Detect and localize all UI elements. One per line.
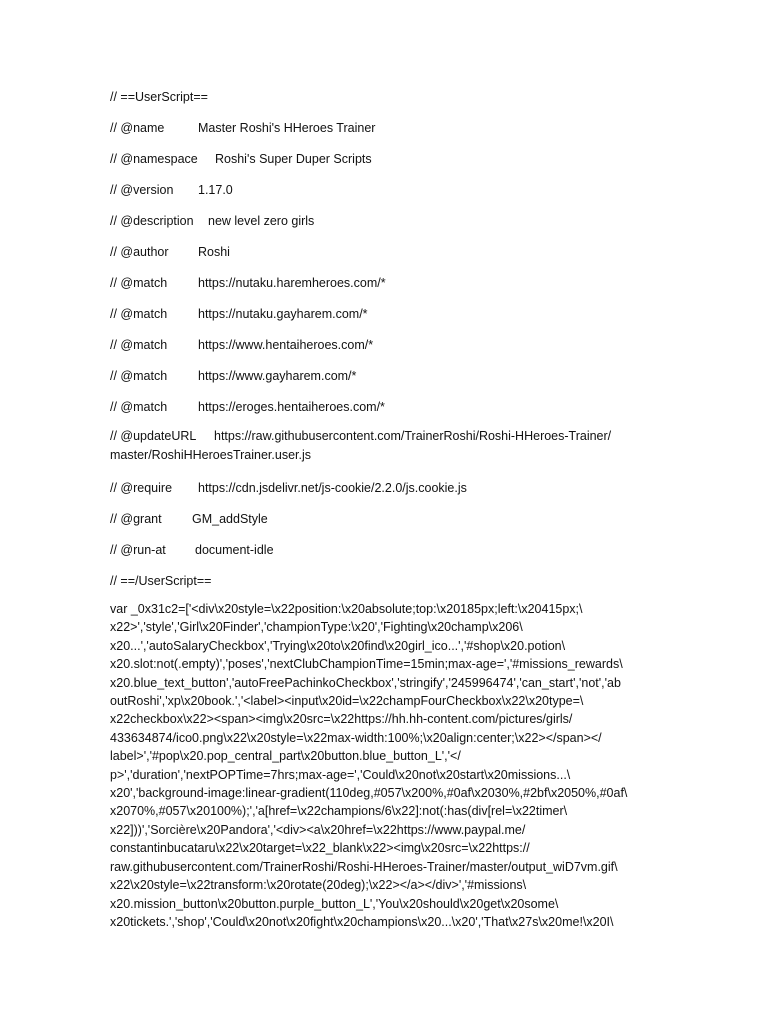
metadata-line-match (110, 368, 357, 384)
meta-value: https://www.gayharem.com/* (198, 369, 357, 383)
code-line: outRoshi','xp\x20book.','<label><input\x20id=\x22champFourCheckbox\x22\x20type=\ (110, 694, 584, 709)
code-line: raw.githubusercontent.com/TrainerRoshi/Roshi-HHeroes-Trainer/master/output_wiD7vm.gif\ (110, 859, 618, 874)
meta-value: https://www.hentaiheroes.com/* (198, 338, 374, 352)
meta-value: GM_addStyle (192, 512, 268, 526)
code-line: x20...','autoSalaryCheckbox','Trying\x20to\x20find\x20girl_ico...','#shop\x20.potion\ (110, 638, 566, 653)
obfuscated-code-block (110, 600, 670, 931)
header-close-text: // ==/UserScript== (110, 574, 212, 588)
meta-value: https://nutaku.gayharem.com/* (198, 307, 368, 321)
code-line: x20.blue_text_button','autoFreePachinkoCheckbox','stringify','245996474','can_start','not','ab (110, 675, 621, 690)
meta-value: https://nutaku.haremheroes.com/* (198, 276, 386, 290)
meta-key: // @match (110, 276, 168, 290)
meta-key: // @grant (110, 512, 162, 526)
header-open-text: // ==UserScript== (110, 90, 208, 104)
meta-key: // @match (110, 307, 168, 321)
meta-value: document-idle (195, 543, 274, 557)
code-line: var _0x31c2=['<div\x20style=\x22position:\x20absolute;top:\x20185px;left:\x20415px;\ (110, 602, 583, 616)
code-line: p>','duration','nextPOPTime=7hrs;max-age=','Could\x20not\x20start\x20missions...\ (110, 767, 571, 782)
userscript-header-close (110, 573, 211, 589)
meta-key: // @version (110, 183, 174, 197)
meta-key: // @require (110, 481, 173, 495)
code-line: label>','#pop\x20.pop_central_part\x20button.blue_button_L','</ (110, 749, 461, 764)
meta-value: https://cdn.jsdelivr.net/js-cookie/2.2.0/js.cookie.js (198, 481, 467, 495)
metadata-line-match (110, 337, 374, 353)
meta-key: // @name (110, 121, 165, 135)
code-line: constantinbucataru\x22\x20target=\x22_blank\x22><img\x20src=\x22https:// (110, 841, 530, 856)
meta-value: Roshi's Super Duper Scripts (215, 152, 372, 166)
meta-key: // @description (110, 214, 194, 228)
code-line: x20.mission_button\x20button.purple_button_L','You\x20should\x20get\x20some\ (110, 896, 559, 911)
metadata-line-grant (110, 511, 268, 527)
metadata-line-updateurl-cont (110, 447, 311, 463)
meta-value: https://eroges.hentaiheroes.com/* (198, 400, 385, 414)
meta-key: // @updateURL (110, 429, 197, 443)
code-line: x22>','style','Girl\x20Finder','championType:\x20','Fighting\x20champ\x206\ (110, 620, 523, 635)
meta-key: // @namespace (110, 152, 198, 166)
meta-value-continued: master/RoshiHHeroesTrainer.user.js (110, 448, 311, 462)
metadata-line-match (110, 306, 368, 322)
meta-key: // @run-at (110, 543, 166, 557)
meta-value: https://raw.githubusercontent.com/TrainerRoshi/Roshi-HHeroes-Trainer/ (214, 429, 612, 443)
metadata-line-name (110, 120, 376, 136)
meta-value: new level zero girls (208, 214, 315, 228)
metadata-line-namespace (110, 151, 372, 167)
metadata-line-match (110, 399, 385, 415)
meta-value: Roshi (198, 245, 230, 259)
metadata-line-require (110, 480, 467, 496)
code-line: x22\x20style=\x22transform:\x20rotate(20deg);\x22></a></div>','#missions\ (110, 878, 527, 893)
metadata-line-author (110, 244, 230, 260)
code-line: x22]))','Sorcière\x20Pandora','<div><a\x20href=\x22https://www.paypal.me/ (110, 822, 526, 837)
metadata-line-updateurl (110, 428, 612, 444)
code-line: 433634874/ico0.png\x22\x20style=\x22max-width:100%;\x20align:center;\x22></span></ (110, 730, 602, 745)
meta-key: // @author (110, 245, 169, 259)
metadata-line-description (110, 213, 315, 229)
metadata-line-run-at (110, 542, 274, 558)
code-line: x22checkbox\x22><span><img\x20src=\x22https://hh.hh-content.com/pictures/girls/ (110, 712, 573, 727)
meta-value: Master Roshi's HHeroes Trainer (198, 121, 376, 135)
code-line: x2070%,#057\x20100%);','a[href=\x22champions/6\x22]:not(:has(div[rel=\x22timer\ (110, 804, 568, 819)
code-line: x20.slot:not(.empty)','poses','nextClubChampionTime=15min;max-age=','#missions_rewards\ (110, 657, 623, 672)
meta-value: 1.17.0 (198, 183, 233, 197)
meta-key: // @match (110, 338, 168, 352)
code-line: x20','background-image:linear-gradient(110deg,#057\x200%,#0af\x2030%,#2bf\x2050%,#0af\ (110, 786, 628, 801)
metadata-line-match (110, 275, 386, 291)
meta-key: // @match (110, 369, 168, 383)
meta-key: // @match (110, 400, 168, 414)
userscript-header-open (110, 89, 208, 105)
metadata-line-version (110, 182, 233, 198)
code-line: x20tickets.','shop','Could\x20not\x20fight\x20champions\x20...\x20','That\x27s\x20me!\x20I\ (110, 914, 614, 929)
